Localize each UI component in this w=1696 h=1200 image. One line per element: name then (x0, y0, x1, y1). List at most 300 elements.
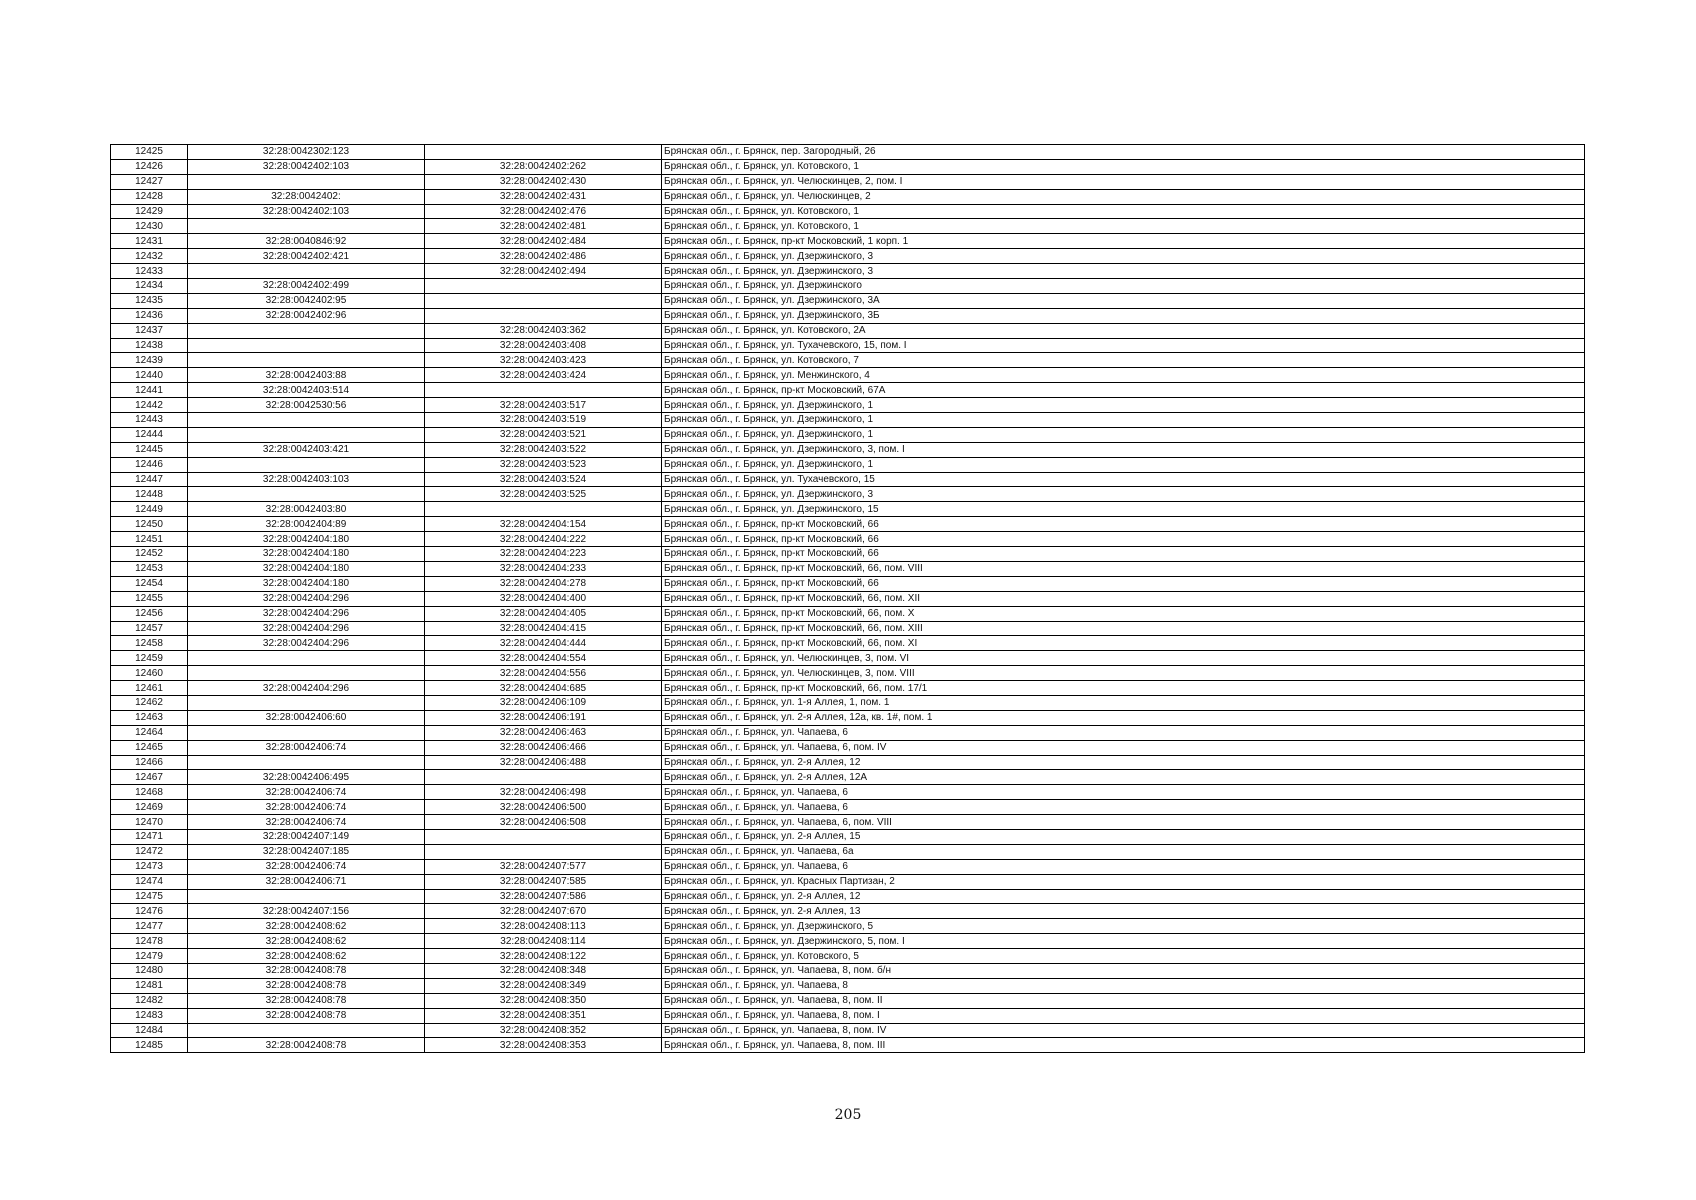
object-cadastral-number-cell: 32:28:0042408:122 (425, 949, 662, 964)
cadastral-number-cell (188, 353, 425, 368)
row-number-cell: 12449 (111, 502, 188, 517)
object-cadastral-number-cell (425, 383, 662, 398)
cadastral-number-cell: 32:28:0042402:96 (188, 308, 425, 323)
cadastral-number-cell: 32:28:0042404:296 (188, 621, 425, 636)
row-number-cell: 12462 (111, 695, 188, 710)
object-cadastral-number-cell: 32:28:0042404:233 (425, 561, 662, 576)
table-row (111, 666, 1585, 681)
address-cell: Брянская обл., г. Брянск, ул. Дзержинского, 3 (662, 487, 1585, 502)
object-cadastral-number-cell: 32:28:0042408:114 (425, 934, 662, 949)
cadastral-number-cell: 32:28:0042406:74 (188, 859, 425, 874)
object-cadastral-number-cell: 32:28:0042408:349 (425, 978, 662, 993)
table-row (111, 993, 1585, 1008)
address-cell: Брянская обл., г. Брянск, ул. 2-я Аллея, 15 (662, 829, 1585, 844)
address-cell: Брянская обл., г. Брянск, ул. Котовского, 1 (662, 219, 1585, 234)
object-cadastral-number-cell: 32:28:0042406:191 (425, 710, 662, 725)
address-cell: Брянская обл., г. Брянск, пр-кт Московский, 66 (662, 517, 1585, 532)
row-number-cell: 12439 (111, 353, 188, 368)
table-row (111, 844, 1585, 859)
object-cadastral-number-cell: 32:28:0042404:154 (425, 517, 662, 532)
address-cell: Брянская обл., г. Брянск, ул. Менжинского, 4 (662, 368, 1585, 383)
table-row (111, 576, 1585, 591)
cadastral-number-cell (188, 264, 425, 279)
object-cadastral-number-cell: 32:28:0042406:498 (425, 785, 662, 800)
table-row (111, 963, 1585, 978)
object-cadastral-number-cell (425, 770, 662, 785)
table-row (111, 770, 1585, 785)
row-number-cell: 12438 (111, 338, 188, 353)
table-row (111, 279, 1585, 294)
address-cell: Брянская обл., г. Брянск, ул. Котовского, 1 (662, 159, 1585, 174)
address-cell: Брянская обл., г. Брянск, пр-кт Московский, 66, пом. VIII (662, 561, 1585, 576)
object-cadastral-number-cell: 32:28:0042408:113 (425, 919, 662, 934)
address-cell: Брянская обл., г. Брянск, ул. Чапаева, 6 (662, 725, 1585, 740)
object-cadastral-number-cell: 32:28:0042403:362 (425, 323, 662, 338)
table-row (111, 517, 1585, 532)
cadastral-number-cell (188, 651, 425, 666)
address-cell: Брянская обл., г. Брянск, ул. Дзержинского, 3Б (662, 308, 1585, 323)
object-cadastral-number-cell (425, 844, 662, 859)
row-number-cell: 12476 (111, 904, 188, 919)
object-cadastral-number-cell (425, 502, 662, 517)
row-number-cell: 12444 (111, 427, 188, 442)
table-row (111, 293, 1585, 308)
address-cell: Брянская обл., г. Брянск, ул. Чапаева, 6 (662, 800, 1585, 815)
cadastral-number-cell: 32:28:0042406:74 (188, 815, 425, 830)
address-cell: Брянская обл., г. Брянск, ул. Тухачевского, 15 (662, 472, 1585, 487)
object-cadastral-number-cell: 32:28:0042407:670 (425, 904, 662, 919)
address-cell: Брянская обл., г. Брянск, пр-кт Московский, 67А (662, 383, 1585, 398)
address-cell: Брянская обл., г. Брянск, ул. Тухачевского, 15, пом. I (662, 338, 1585, 353)
row-number-cell: 12431 (111, 234, 188, 249)
address-cell: Брянская обл., г. Брянск, ул. 2-я Аллея, 12А (662, 770, 1585, 785)
register-table-body (111, 145, 1585, 1053)
cadastral-number-cell: 32:28:0042404:180 (188, 576, 425, 591)
cadastral-number-cell: 32:28:0042408:78 (188, 1008, 425, 1023)
object-cadastral-number-cell (425, 145, 662, 160)
object-cadastral-number-cell: 32:28:0042403:423 (425, 353, 662, 368)
table-row (111, 874, 1585, 889)
table-row (111, 651, 1585, 666)
cadastral-number-cell: 32:28:0042408:78 (188, 1038, 425, 1053)
table-row (111, 621, 1585, 636)
row-number-cell: 12455 (111, 591, 188, 606)
row-number-cell: 12461 (111, 681, 188, 696)
table-row (111, 1023, 1585, 1038)
row-number-cell: 12457 (111, 621, 188, 636)
address-cell: Брянская обл., г. Брянск, пер. Загородный, 26 (662, 145, 1585, 160)
address-cell: Брянская обл., г. Брянск, ул. Дзержинского (662, 279, 1585, 294)
object-cadastral-number-cell: 32:28:0042402:476 (425, 204, 662, 219)
table-row (111, 532, 1585, 547)
object-cadastral-number-cell: 32:28:0042408:353 (425, 1038, 662, 1053)
object-cadastral-number-cell: 32:28:0042402:486 (425, 249, 662, 264)
object-cadastral-number-cell: 32:28:0042403:523 (425, 457, 662, 472)
address-cell: Брянская обл., г. Брянск, ул. Челюскинцев, 2 (662, 189, 1585, 204)
address-cell: Брянская обл., г. Брянск, ул. Дзержинского, 3А (662, 293, 1585, 308)
row-number-cell: 12473 (111, 859, 188, 874)
address-cell: Брянская обл., г. Брянск, ул. Котовского, 7 (662, 353, 1585, 368)
object-cadastral-number-cell (425, 829, 662, 844)
address-cell: Брянская обл., г. Брянск, ул. Чапаева, 8, пом. III (662, 1038, 1585, 1053)
row-number-cell: 12429 (111, 204, 188, 219)
table-row (111, 427, 1585, 442)
table-row (111, 189, 1585, 204)
register-table (110, 144, 1585, 1053)
row-number-cell: 12450 (111, 517, 188, 532)
row-number-cell: 12454 (111, 576, 188, 591)
table-row (111, 919, 1585, 934)
object-cadastral-number-cell: 32:28:0042408:352 (425, 1023, 662, 1038)
table-row (111, 695, 1585, 710)
table-row (111, 234, 1585, 249)
table-row (111, 934, 1585, 949)
address-cell: Брянская обл., г. Брянск, ул. Челюскинцев, 3, пом. VI (662, 651, 1585, 666)
cadastral-number-cell: 32:28:0042407:156 (188, 904, 425, 919)
table-row (111, 681, 1585, 696)
address-cell: Брянская обл., г. Брянск, ул. Чапаева, 6, пом. VIII (662, 815, 1585, 830)
address-cell: Брянская обл., г. Брянск, ул. Чапаева, 6 (662, 785, 1585, 800)
address-cell: Брянская обл., г. Брянск, ул. Дзержинского, 3, пом. I (662, 442, 1585, 457)
object-cadastral-number-cell: 32:28:0042404:400 (425, 591, 662, 606)
address-cell: Брянская обл., г. Брянск, ул. Котовского, 2А (662, 323, 1585, 338)
cadastral-number-cell: 32:28:0042404:180 (188, 547, 425, 562)
cadastral-number-cell: 32:28:0042406:74 (188, 800, 425, 815)
cadastral-number-cell (188, 219, 425, 234)
address-cell: Брянская обл., г. Брянск, ул. Чапаева, 8, пом. б/н (662, 963, 1585, 978)
address-cell: Брянская обл., г. Брянск, ул. Дзержинского, 15 (662, 502, 1585, 517)
table-row (111, 829, 1585, 844)
cadastral-number-cell: 32:28:0042402:95 (188, 293, 425, 308)
row-number-cell: 12481 (111, 978, 188, 993)
object-cadastral-number-cell: 32:28:0042406:488 (425, 755, 662, 770)
object-cadastral-number-cell: 32:28:0042407:577 (425, 859, 662, 874)
table-row (111, 949, 1585, 964)
address-cell: Брянская обл., г. Брянск, ул. Дзержинского, 3 (662, 264, 1585, 279)
row-number-cell: 12452 (111, 547, 188, 562)
object-cadastral-number-cell: 32:28:0042406:466 (425, 740, 662, 755)
address-cell: Брянская обл., г. Брянск, ул. 2-я Аллея, 12 (662, 889, 1585, 904)
object-cadastral-number-cell: 32:28:0042404:278 (425, 576, 662, 591)
object-cadastral-number-cell: 32:28:0042402:431 (425, 189, 662, 204)
row-number-cell: 12441 (111, 383, 188, 398)
address-cell: Брянская обл., г. Брянск, ул. 2-я Аллея, 12 (662, 755, 1585, 770)
object-cadastral-number-cell: 32:28:0042403:408 (425, 338, 662, 353)
table-row (111, 442, 1585, 457)
object-cadastral-number-cell: 32:28:0042403:519 (425, 413, 662, 428)
row-number-cell: 12466 (111, 755, 188, 770)
cadastral-number-cell: 32:28:0042408:62 (188, 934, 425, 949)
cadastral-number-cell (188, 338, 425, 353)
cadastral-number-cell (188, 889, 425, 904)
table-row (111, 785, 1585, 800)
cadastral-number-cell: 32:28:0042404:180 (188, 561, 425, 576)
address-cell: Брянская обл., г. Брянск, пр-кт Московский, 66, пом. X (662, 606, 1585, 621)
address-cell: Брянская обл., г. Брянск, ул. Дзержинского, 5 (662, 919, 1585, 934)
cadastral-number-cell: 32:28:0042403:80 (188, 502, 425, 517)
address-cell: Брянская обл., г. Брянск, пр-кт Московский, 1 корп. 1 (662, 234, 1585, 249)
address-cell: Брянская обл., г. Брянск, ул. Чапаева, 8 (662, 978, 1585, 993)
cadastral-number-cell (188, 725, 425, 740)
address-cell: Брянская обл., г. Брянск, ул. 1-я Аллея, 1, пом. 1 (662, 695, 1585, 710)
address-cell: Брянская обл., г. Брянск, пр-кт Московский, 66 (662, 547, 1585, 562)
row-number-cell: 12483 (111, 1008, 188, 1023)
cadastral-number-cell: 32:28:0042404:296 (188, 681, 425, 696)
row-number-cell: 12446 (111, 457, 188, 472)
row-number-cell: 12443 (111, 413, 188, 428)
object-cadastral-number-cell: 32:28:0042402:262 (425, 159, 662, 174)
address-cell: Брянская обл., г. Брянск, ул. Челюскинцев, 3, пом. VIII (662, 666, 1585, 681)
row-number-cell: 12468 (111, 785, 188, 800)
row-number-cell: 12469 (111, 800, 188, 815)
address-cell: Брянская обл., г. Брянск, пр-кт Московский, 66, пом. XII (662, 591, 1585, 606)
cadastral-number-cell: 32:28:0042403:103 (188, 472, 425, 487)
table-row (111, 145, 1585, 160)
table-row (111, 591, 1585, 606)
cadastral-number-cell: 32:28:0042408:62 (188, 949, 425, 964)
cadastral-number-cell: 32:28:0042406:71 (188, 874, 425, 889)
cadastral-number-cell (188, 1023, 425, 1038)
address-cell: Брянская обл., г. Брянск, пр-кт Московский, 66 (662, 532, 1585, 547)
row-number-cell: 12482 (111, 993, 188, 1008)
row-number-cell: 12478 (111, 934, 188, 949)
row-number-cell: 12477 (111, 919, 188, 934)
table-row (111, 606, 1585, 621)
table-row (111, 889, 1585, 904)
cadastral-number-cell: 32:28:0042403:421 (188, 442, 425, 457)
cadastral-number-cell: 32:28:0042402:103 (188, 204, 425, 219)
row-number-cell: 12456 (111, 606, 188, 621)
cadastral-number-cell: 32:28:0042402: (188, 189, 425, 204)
object-cadastral-number-cell: 32:28:0042403:525 (425, 487, 662, 502)
row-number-cell: 12451 (111, 532, 188, 547)
cadastral-number-cell: 32:28:0042404:296 (188, 606, 425, 621)
cadastral-number-cell: 32:28:0042403:514 (188, 383, 425, 398)
object-cadastral-number-cell: 32:28:0042404:223 (425, 547, 662, 562)
address-cell: Брянская обл., г. Брянск, пр-кт Московский, 66 (662, 576, 1585, 591)
row-number-cell: 12436 (111, 308, 188, 323)
row-number-cell: 12448 (111, 487, 188, 502)
address-cell: Брянская обл., г. Брянск, ул. Чапаева, 8, пом. IV (662, 1023, 1585, 1038)
table-row (111, 338, 1585, 353)
table-row (111, 472, 1585, 487)
object-cadastral-number-cell: 32:28:0042404:556 (425, 666, 662, 681)
row-number-cell: 12447 (111, 472, 188, 487)
cadastral-number-cell: 32:28:0042407:185 (188, 844, 425, 859)
address-cell: Брянская обл., г. Брянск, ул. Чапаева, 6, пом. IV (662, 740, 1585, 755)
object-cadastral-number-cell: 32:28:0042408:348 (425, 963, 662, 978)
row-number-cell: 12463 (111, 710, 188, 725)
cadastral-number-cell: 32:28:0042403:88 (188, 368, 425, 383)
address-cell: Брянская обл., г. Брянск, пр-кт Московский, 66, пом. XI (662, 636, 1585, 651)
row-number-cell: 12471 (111, 829, 188, 844)
cadastral-number-cell (188, 427, 425, 442)
address-cell: Брянская обл., г. Брянск, ул. Чапаева, 8, пом. II (662, 993, 1585, 1008)
object-cadastral-number-cell: 32:28:0042406:109 (425, 695, 662, 710)
row-number-cell: 12426 (111, 159, 188, 174)
object-cadastral-number-cell: 32:28:0042402:494 (425, 264, 662, 279)
address-cell: Брянская обл., г. Брянск, ул. Дзержинского, 1 (662, 457, 1585, 472)
table-row (111, 710, 1585, 725)
object-cadastral-number-cell: 32:28:0042403:424 (425, 368, 662, 383)
cadastral-number-cell (188, 413, 425, 428)
row-number-cell: 12427 (111, 174, 188, 189)
row-number-cell: 12425 (111, 145, 188, 160)
object-cadastral-number-cell (425, 308, 662, 323)
cadastral-number-cell: 32:28:0042404:180 (188, 532, 425, 547)
cadastral-number-cell: 32:28:0040846:92 (188, 234, 425, 249)
table-row (111, 323, 1585, 338)
table-row (111, 978, 1585, 993)
object-cadastral-number-cell: 32:28:0042408:350 (425, 993, 662, 1008)
table-row (111, 487, 1585, 502)
object-cadastral-number-cell: 32:28:0042403:517 (425, 398, 662, 413)
address-cell: Брянская обл., г. Брянск, ул. Дзержинского, 1 (662, 427, 1585, 442)
object-cadastral-number-cell: 32:28:0042408:351 (425, 1008, 662, 1023)
object-cadastral-number-cell: 32:28:0042406:463 (425, 725, 662, 740)
object-cadastral-number-cell: 32:28:0042403:524 (425, 472, 662, 487)
cadastral-number-cell (188, 755, 425, 770)
cadastral-number-cell (188, 666, 425, 681)
table-row (111, 264, 1585, 279)
row-number-cell: 12428 (111, 189, 188, 204)
object-cadastral-number-cell: 32:28:0042403:522 (425, 442, 662, 457)
table-row (111, 219, 1585, 234)
table-row (111, 815, 1585, 830)
row-number-cell: 12435 (111, 293, 188, 308)
row-number-cell: 12485 (111, 1038, 188, 1053)
cadastral-number-cell (188, 695, 425, 710)
table-row (111, 383, 1585, 398)
table-row (111, 1008, 1585, 1023)
table-row (111, 1038, 1585, 1053)
cadastral-number-cell (188, 174, 425, 189)
table-row (111, 249, 1585, 264)
address-cell: Брянская обл., г. Брянск, ул. Красных Партизан, 2 (662, 874, 1585, 889)
row-number-cell: 12445 (111, 442, 188, 457)
row-number-cell: 12484 (111, 1023, 188, 1038)
address-cell: Брянская обл., г. Брянск, пр-кт Московский, 66, пом. XIII (662, 621, 1585, 636)
address-cell: Брянская обл., г. Брянск, ул. Дзержинского, 5, пом. I (662, 934, 1585, 949)
page-number: 205 (834, 1107, 862, 1123)
cadastral-number-cell: 32:28:0042406:60 (188, 710, 425, 725)
address-cell: Брянская обл., г. Брянск, ул. Котовского, 5 (662, 949, 1585, 964)
object-cadastral-number-cell: 32:28:0042404:685 (425, 681, 662, 696)
table-row (111, 353, 1585, 368)
table-row (111, 740, 1585, 755)
table-row (111, 561, 1585, 576)
row-number-cell: 12475 (111, 889, 188, 904)
cadastral-number-cell: 32:28:0042402:499 (188, 279, 425, 294)
cadastral-number-cell: 32:28:0042408:78 (188, 963, 425, 978)
table-row (111, 547, 1585, 562)
object-cadastral-number-cell: 32:28:0042402:481 (425, 219, 662, 234)
cadastral-number-cell: 32:28:0042406:74 (188, 785, 425, 800)
row-number-cell: 12430 (111, 219, 188, 234)
address-cell: Брянская обл., г. Брянск, ул. Дзержинского, 1 (662, 413, 1585, 428)
object-cadastral-number-cell: 32:28:0042402:484 (425, 234, 662, 249)
object-cadastral-number-cell: 32:28:0042404:444 (425, 636, 662, 651)
object-cadastral-number-cell (425, 293, 662, 308)
cadastral-number-cell: 32:28:0042404:89 (188, 517, 425, 532)
cadastral-number-cell: 32:28:0042404:296 (188, 591, 425, 606)
address-cell: Брянская обл., г. Брянск, ул. Чапаева, 8, пом. I (662, 1008, 1585, 1023)
row-number-cell: 12464 (111, 725, 188, 740)
object-cadastral-number-cell: 32:28:0042404:415 (425, 621, 662, 636)
row-number-cell: 12442 (111, 398, 188, 413)
object-cadastral-number-cell: 32:28:0042406:500 (425, 800, 662, 815)
row-number-cell: 12440 (111, 368, 188, 383)
cadastral-number-cell (188, 487, 425, 502)
row-number-cell: 12467 (111, 770, 188, 785)
table-row (111, 904, 1585, 919)
cadastral-number-cell: 32:28:0042402:103 (188, 159, 425, 174)
cadastral-number-cell: 32:28:0042408:62 (188, 919, 425, 934)
table-row (111, 725, 1585, 740)
cadastral-number-cell: 32:28:0042408:78 (188, 993, 425, 1008)
row-number-cell: 12465 (111, 740, 188, 755)
row-number-cell: 12480 (111, 963, 188, 978)
address-cell: Брянская обл., г. Брянск, ул. Чапаева, 6а (662, 844, 1585, 859)
object-cadastral-number-cell: 32:28:0042407:586 (425, 889, 662, 904)
cadastral-number-cell: 32:28:0042402:421 (188, 249, 425, 264)
row-number-cell: 12458 (111, 636, 188, 651)
row-number-cell: 12459 (111, 651, 188, 666)
object-cadastral-number-cell: 32:28:0042404:222 (425, 532, 662, 547)
object-cadastral-number-cell: 32:28:0042406:508 (425, 815, 662, 830)
table-row (111, 308, 1585, 323)
row-number-cell: 12460 (111, 666, 188, 681)
address-cell: Брянская обл., г. Брянск, пр-кт Московский, 66, пом. 17/1 (662, 681, 1585, 696)
row-number-cell: 12432 (111, 249, 188, 264)
address-cell: Брянская обл., г. Брянск, ул. 2-я Аллея, 12а, кв. 1#, пом. 1 (662, 710, 1585, 725)
address-cell: Брянская обл., г. Брянск, ул. Котовского, 1 (662, 204, 1585, 219)
table-row (111, 755, 1585, 770)
table-row (111, 413, 1585, 428)
row-number-cell: 12474 (111, 874, 188, 889)
cadastral-number-cell: 32:28:0042408:78 (188, 978, 425, 993)
cadastral-number-cell: 32:28:0042406:495 (188, 770, 425, 785)
address-cell: Брянская обл., г. Брянск, ул. Дзержинского, 1 (662, 398, 1585, 413)
address-cell: Брянская обл., г. Брянск, ул. Дзержинского, 3 (662, 249, 1585, 264)
cadastral-number-cell: 32:28:0042302:123 (188, 145, 425, 160)
row-number-cell: 12434 (111, 279, 188, 294)
row-number-cell: 12437 (111, 323, 188, 338)
row-number-cell: 12453 (111, 561, 188, 576)
table-row (111, 204, 1585, 219)
table-row (111, 159, 1585, 174)
object-cadastral-number-cell (425, 279, 662, 294)
object-cadastral-number-cell: 32:28:0042403:521 (425, 427, 662, 442)
object-cadastral-number-cell: 32:28:0042407:585 (425, 874, 662, 889)
object-cadastral-number-cell: 32:28:0042404:405 (425, 606, 662, 621)
row-number-cell: 12433 (111, 264, 188, 279)
table-row (111, 800, 1585, 815)
row-number-cell: 12479 (111, 949, 188, 964)
table-row (111, 457, 1585, 472)
cadastral-number-cell (188, 457, 425, 472)
table-row (111, 174, 1585, 189)
table-row (111, 636, 1585, 651)
address-cell: Брянская обл., г. Брянск, ул. Челюскинцев, 2, пом. I (662, 174, 1585, 189)
row-number-cell: 12470 (111, 815, 188, 830)
row-number-cell: 12472 (111, 844, 188, 859)
object-cadastral-number-cell: 32:28:0042404:554 (425, 651, 662, 666)
table-row (111, 859, 1585, 874)
table-row (111, 502, 1585, 517)
cadastral-number-cell (188, 323, 425, 338)
cadastral-number-cell: 32:28:0042530:56 (188, 398, 425, 413)
